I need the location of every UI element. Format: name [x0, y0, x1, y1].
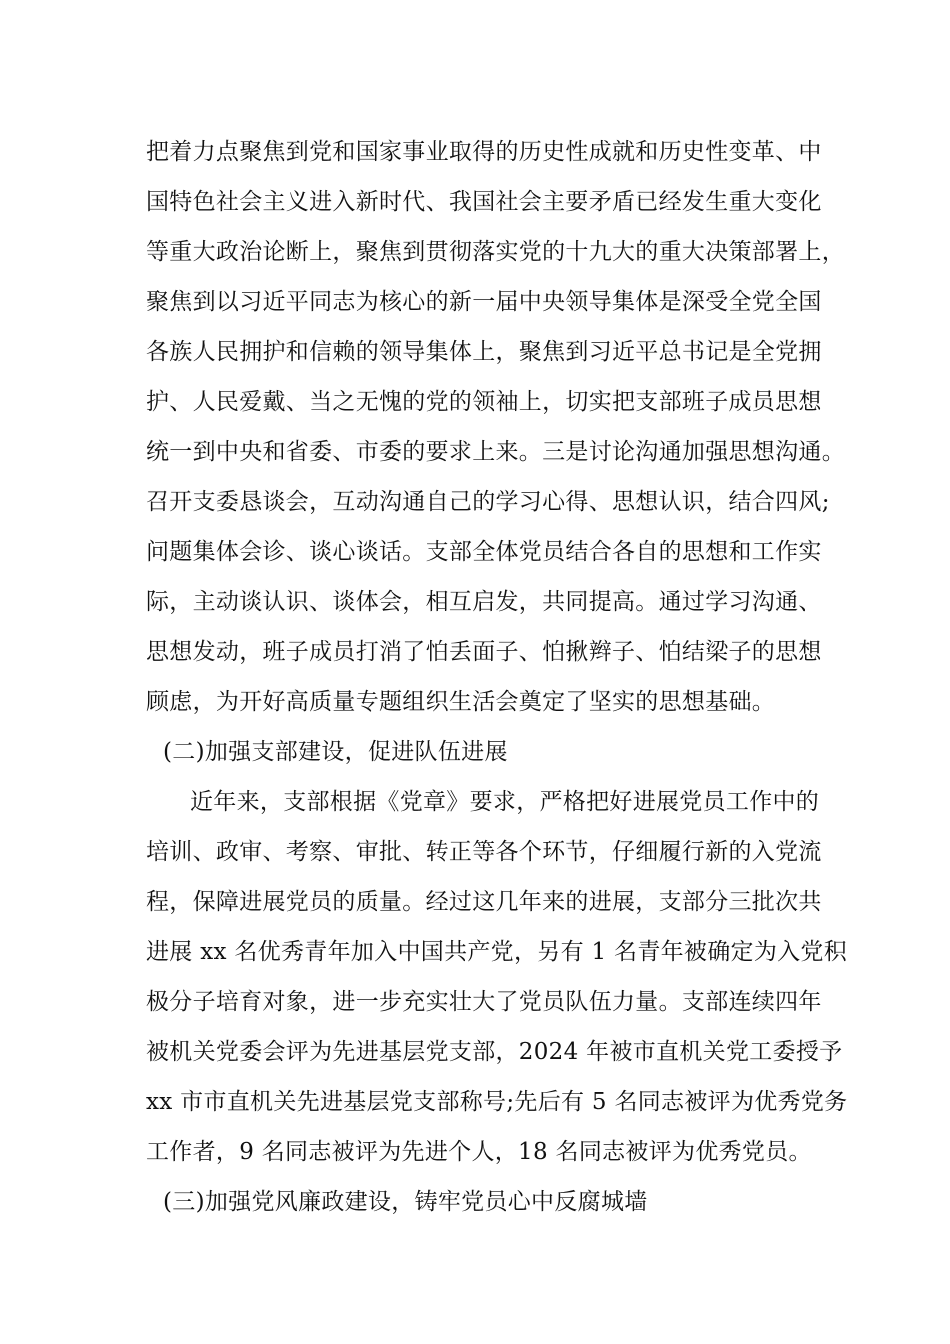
- body-text-line: 工作者，9 名同志被评为先进个人，18 名同志被评为优秀党员。: [146, 1139, 812, 1165]
- body-text-line: 被机关党委会评为先进基层党支部，2024 年被市直机关党工委授予: [146, 1039, 843, 1065]
- body-text-line: 思想发动，班子成员打消了怕丢面子、怕揪辫子、怕结梁子的思想: [146, 639, 822, 665]
- body-text-line: 程，保障进展党员的质量。经过这几年来的进展，支部分三批次共: [146, 889, 822, 915]
- section-heading: (二)加强支部建设，促进队伍进展: [163, 739, 508, 765]
- body-text-line: 顾虑，为开好高质量专题组织生活会奠定了坚实的思想基础。: [146, 689, 776, 715]
- body-text-line: 把着力点聚焦到党和国家事业取得的历史性成就和历史性变革、中: [146, 139, 822, 165]
- body-text-line: 进展 xx 名优秀青年加入中国共产党，另有 1 名青年被确定为入党积: [146, 939, 848, 965]
- body-text-line: 召开支委恳谈会，互动沟通自己的学习心得、思想认识，结合四风;: [146, 489, 830, 515]
- section-heading: (三)加强党风廉政建设，铸牢党员心中反腐城墙: [163, 1189, 648, 1215]
- body-text-line: 等重大政治论断上，聚焦到贯彻落实党的十九大的重大决策部署上，: [146, 239, 845, 265]
- body-text-line: 培训、政审、考察、审批、转正等各个环节，仔细履行新的入党流: [146, 839, 822, 865]
- body-text-line: 统一到中央和省委、市委的要求上来。三是讨论沟通加强思想沟通。: [146, 439, 845, 465]
- body-text-line: 国特色社会主义进入新时代、我国社会主要矛盾已经发生重大变化: [146, 189, 822, 215]
- body-text-line: 聚焦到以习近平同志为核心的新一届中央领导集体是深受全党全国: [146, 289, 822, 315]
- body-text-line: 问题集体会诊、谈心谈话。支部全体党员结合各自的思想和工作实: [146, 539, 822, 565]
- body-text-line: xx 市市直机关先进基层党支部称号;先后有 5 名同志被评为优秀党务: [146, 1089, 848, 1115]
- body-text-line: 护、人民爱戴、当之无愧的党的领袖上，切实把支部班子成员思想: [146, 389, 822, 415]
- body-text-line: 各族人民拥护和信赖的领导集体上，聚焦到习近平总书记是全党拥: [146, 339, 822, 365]
- body-text-line: 际，主动谈认识、谈体会，相互启发，共同提高。通过学习沟通、: [146, 589, 822, 615]
- paragraph-first-line: 近年来，支部根据《党章》要求，严格把好进展党员工作中的: [190, 789, 820, 815]
- body-text-line: 极分子培育对象，进一步充实壮大了党员队伍力量。支部连续四年: [146, 989, 822, 1015]
